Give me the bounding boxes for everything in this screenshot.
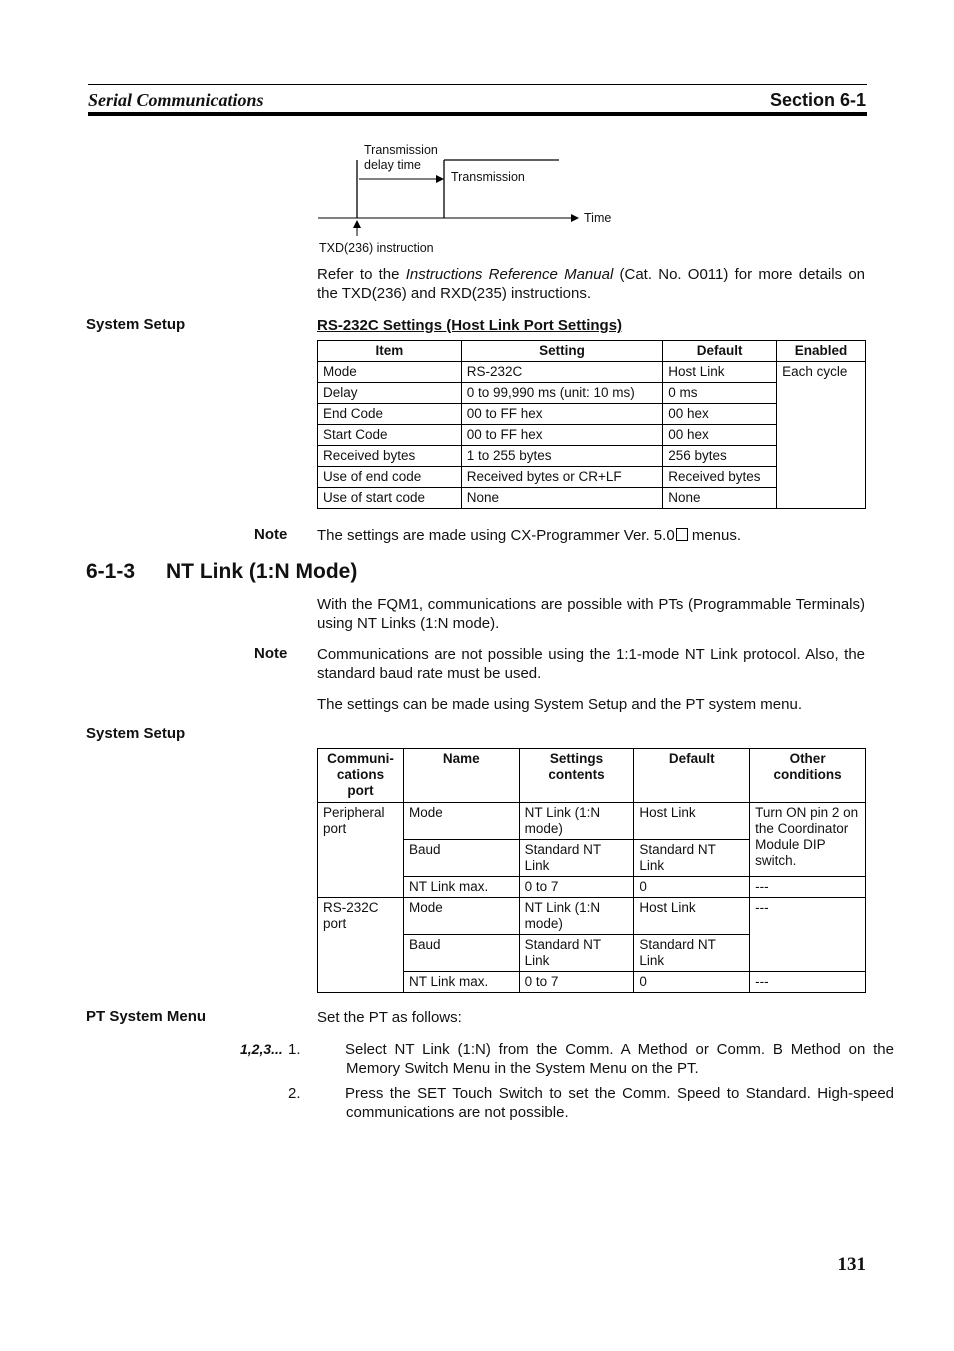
section-label: Section 6-1 <box>769 90 866 110</box>
header-rule-bottom <box>88 112 867 116</box>
diagram-delay-label-1: Transmission <box>364 143 438 157</box>
diagram-transmission-label: Transmission <box>451 170 525 184</box>
page-number: 131 <box>837 1254 866 1275</box>
section-title: NT Link (1:N Mode) <box>166 560 358 583</box>
table-cell: Received bytes <box>663 467 777 488</box>
chapter-title: Serial Communications <box>88 90 264 110</box>
table-cell: Start Code <box>318 425 462 446</box>
table-cell: RS-232C <box>461 362 663 383</box>
section-heading <box>86 560 357 584</box>
column-header: Settings contents <box>519 749 634 803</box>
table-cell: Mode <box>403 803 519 840</box>
table-cell: Received bytes or CR+LF <box>461 467 663 488</box>
table-cell: Host Link <box>634 803 750 840</box>
table-cell: Delay <box>318 383 462 404</box>
rs232c-table-title: RS-232C Settings (Host Link Port Settings) <box>317 317 623 334</box>
placeholder-box-icon <box>676 528 688 541</box>
nt-link-settings-table <box>317 748 866 993</box>
table-header-row <box>318 341 866 362</box>
table-cell: None <box>461 488 663 509</box>
table-cell: Use of end code <box>318 467 462 488</box>
table-cell: Standard NT Link <box>634 935 750 972</box>
steps-label: 1,2,3... <box>240 1041 283 1057</box>
table-cell: 00 hex <box>663 404 777 425</box>
table-cell: 0 ms <box>663 383 777 404</box>
note-text-2: Communications are not possible using the 1:1-mode NT Link protocol. Also, the standard baud rate must be used. <box>317 646 865 682</box>
timing-diagram <box>310 138 630 260</box>
table-cell: 0 to 7 <box>519 972 634 993</box>
table-cell: End Code <box>318 404 462 425</box>
intro-paragraph: Refer to the Instructions Reference Manual (Cat. No. O011) for more details on the TXD(236) and RXD(235) instructions. <box>317 266 866 302</box>
table-cell: 00 to FF hex <box>461 404 663 425</box>
diagram-time-label: Time <box>584 211 612 225</box>
table-cell: Mode <box>403 898 519 935</box>
table-cell: NT Link max. <box>403 972 519 993</box>
system-setup-label-1: System Setup <box>86 316 186 333</box>
table-cell: Standard NT Link <box>519 935 634 972</box>
table-cell: --- <box>750 972 866 993</box>
table-cell: NT Link max. <box>403 877 519 898</box>
step-item: 2. Press the SET Touch Switch to set the Comm. Speed to Standard. High-speed communications are not possible. <box>288 1085 894 1121</box>
enabled-cell: Each cycle <box>777 362 866 509</box>
table-cell: Host Link <box>634 898 750 935</box>
table-header-row <box>318 749 866 803</box>
column-header: Default <box>634 749 750 803</box>
table-cell: Host Link <box>663 362 777 383</box>
settings-paragraph: The settings can be made using System Setup and the PT system menu. <box>317 696 802 713</box>
table-cell: None <box>663 488 777 509</box>
port-cell: RS-232C port <box>318 898 404 993</box>
column-header: Item <box>318 341 462 362</box>
table-row <box>318 898 866 935</box>
step-item: 1. Select NT Link (1:N) from the Comm. A Method or Comm. B Method on the Memory Switch Menu in the System Menu on the PT. <box>288 1041 894 1077</box>
table-cell: --- <box>750 877 866 898</box>
pt-menu-intro: Set the PT as follows: <box>317 1009 462 1026</box>
manual-title: Instructions Reference Manual <box>405 266 614 283</box>
table-row <box>318 362 866 383</box>
system-setup-label-2: System Setup <box>86 725 186 742</box>
note-text-1: The settings are made using CX-Programmer Ver. 5.0 menus. <box>317 527 742 544</box>
table-cell: Mode <box>318 362 462 383</box>
table-cell: 00 to FF hex <box>461 425 663 446</box>
table-cell: Baud <box>403 935 519 972</box>
table-cell: Received bytes <box>318 446 462 467</box>
header-rule-top <box>88 84 867 85</box>
column-header: Communi-cations port <box>318 749 404 803</box>
table-cell: NT Link (1:N mode) <box>519 803 634 840</box>
column-header: Default <box>663 341 777 362</box>
port-cell: Peripheral port <box>318 803 404 898</box>
table-cell: 0 to 7 <box>519 877 634 898</box>
table-cell: Use of start code <box>318 488 462 509</box>
table-cell: Standard NT Link <box>634 840 750 877</box>
table-cell: NT Link (1:N mode) <box>519 898 634 935</box>
column-header: Name <box>403 749 519 803</box>
other-conditions-cell: Turn ON pin 2 on the Coordinator Module DIP switch. <box>750 803 866 877</box>
rs232c-settings-table <box>317 340 866 509</box>
column-header: Enabled <box>777 341 866 362</box>
section-number: 6-1-3 <box>86 560 136 583</box>
table-cell: 0 <box>634 877 750 898</box>
table-cell: 0 <box>634 972 750 993</box>
column-header: Setting <box>461 341 663 362</box>
diagram-delay-label-2: delay time <box>364 158 421 172</box>
note-label-2: Note <box>254 645 288 662</box>
table-cell: 0 to 99,990 ms (unit: 10 ms) <box>461 383 663 404</box>
diagram-instruction-label: TXD(236) instruction <box>319 241 434 255</box>
table-row <box>318 803 866 840</box>
other-conditions-cell: --- <box>750 898 866 972</box>
column-header: Other conditions <box>750 749 866 803</box>
table-cell: 1 to 255 bytes <box>461 446 663 467</box>
table-cell: 256 bytes <box>663 446 777 467</box>
fqm1-paragraph: With the FQM1, communications are possible with PTs (Programmable Terminals) using NT Links (1:N mode). <box>317 596 865 632</box>
table-cell: 00 hex <box>663 425 777 446</box>
note-label-1: Note <box>254 526 288 543</box>
table-cell: Baud <box>403 840 519 877</box>
pt-system-menu-label: PT System Menu <box>86 1008 207 1025</box>
table-cell: Standard NT Link <box>519 840 634 877</box>
